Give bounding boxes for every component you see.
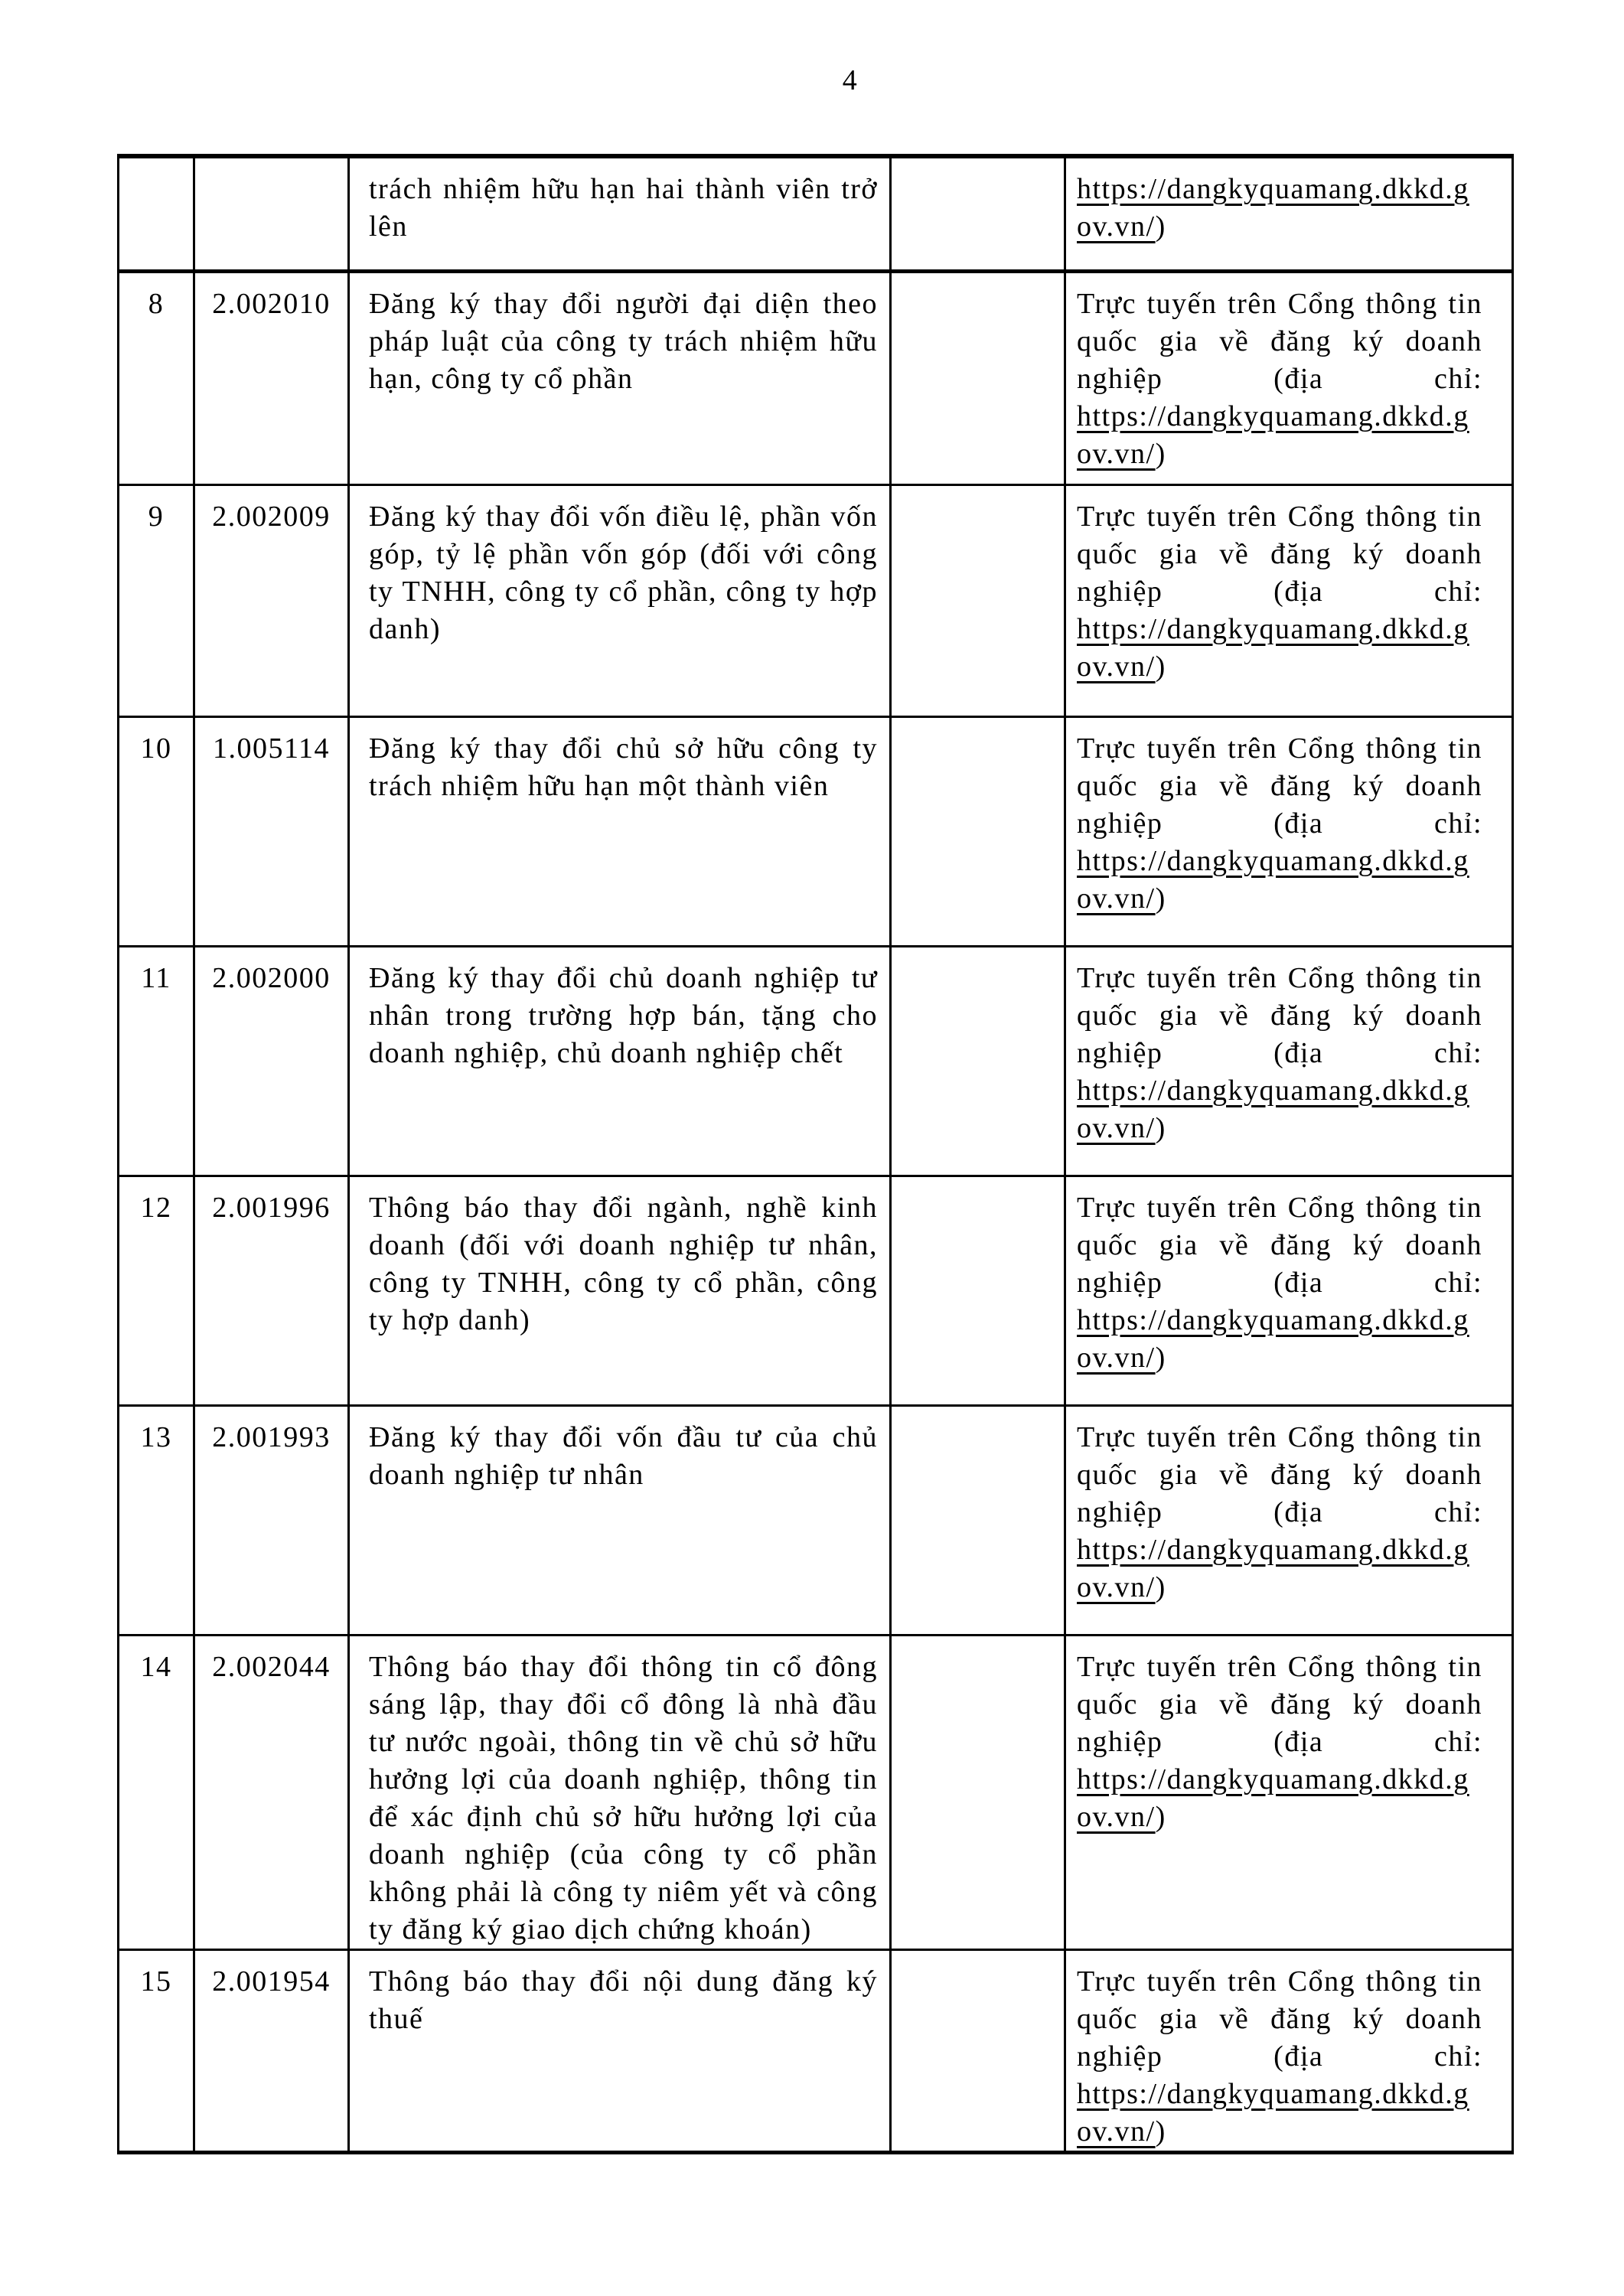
empty-cell [891, 1949, 1065, 2152]
submission-method-cell [1065, 484, 1513, 716]
procedure-name-cell: Đăng ký thay đổi vốn đầu tư của chủ doanh nghiệp tư nhân [349, 1405, 891, 1635]
empty-cell [891, 1635, 1065, 1949]
table-row [119, 1176, 1513, 1405]
submission-method-text: Trực tuyến trên Cổng thông tin quốc gia về đăng ký doanh nghiệp (địa chỉ: [1077, 732, 1482, 840]
submission-method-suffix: ) [1155, 2115, 1166, 2148]
submission-method-suffix: ) [1155, 1341, 1166, 1374]
table-row [119, 271, 1513, 484]
procedure-name-cell: Đăng ký thay đổi vốn điều lệ, phần vốn góp, tỷ lệ phần vốn góp (đối với công ty TNHH, công ty cổ phần, công ty hợp danh) [349, 484, 891, 716]
submission-method-cell [1065, 156, 1513, 271]
table-row [119, 1949, 1513, 2152]
submission-method-text: Trực tuyến trên Cổng thông tin quốc gia về đăng ký doanh nghiệp (địa chỉ: [1077, 1650, 1482, 1758]
submission-method-suffix: ) [1155, 1800, 1166, 1833]
submission-method-cell [1065, 271, 1513, 484]
empty-cell [891, 484, 1065, 716]
table-row [119, 946, 1513, 1176]
table-row [119, 1405, 1513, 1635]
empty-cell [891, 271, 1065, 484]
row-index-cell: 14 [119, 1635, 194, 1949]
submission-method-cell [1065, 946, 1513, 1176]
row-index-cell: 10 [119, 716, 194, 946]
submission-method-text: Trực tuyến trên Cổng thông tin quốc gia về đăng ký doanh nghiệp (địa chỉ: [1077, 1965, 1482, 2073]
empty-cell [891, 1405, 1065, 1635]
procedure-code-cell: 2.002010 [194, 271, 349, 484]
submission-method-text: Trực tuyến trên Cổng thông tin quốc gia về đăng ký doanh nghiệp (địa chỉ: [1077, 500, 1482, 608]
procedure-code-cell: 2.002009 [194, 484, 349, 716]
table-row [119, 484, 1513, 716]
procedure-name-cell: Đăng ký thay đổi chủ doanh nghiệp tư nhân trong trường hợp bán, tặng cho doanh nghiệp, chủ doanh nghiệp chết [349, 946, 891, 1176]
submission-method-suffix: ) [1155, 1570, 1166, 1603]
submission-method-text: Trực tuyến trên Cổng thông tin quốc gia về đăng ký doanh nghiệp (địa chỉ: [1077, 1420, 1482, 1528]
procedure-name-cell: Thông báo thay đổi ngành, nghề kinh doanh (đối với doanh nghiệp tư nhân, công ty TNHH, công ty cổ phần, công ty hợp danh) [349, 1176, 891, 1405]
procedure-name-cell: Thông báo thay đổi thông tin cổ đông sáng lập, thay đổi cổ đông là nhà đầu tư nước ngoài, thông tin về chủ sở hữu hưởng lợi của doanh nghiệp, thông tin để xác định chủ sở hữu hưởng lợi của doanh nghiệp (của công ty cổ phần không phải là công ty niêm yết và công ty đăng ký giao dịch chứng khoán) [349, 1635, 891, 1949]
empty-cell [891, 1176, 1065, 1405]
row-index-cell [119, 156, 194, 271]
empty-cell [891, 716, 1065, 946]
procedure-code-cell: 2.001996 [194, 1176, 349, 1405]
submission-method-cell [1065, 716, 1513, 946]
page-number: 4 [842, 64, 859, 96]
registration-portal-link[interactable]: https://dangkyquamang.dkkd.gov.vn/ [1077, 2077, 1469, 2148]
submission-method-suffix: ) [1155, 882, 1166, 915]
procedure-name-cell: trách nhiệm hữu hạn hai thành viên trở lên [349, 156, 891, 271]
submission-method-text: Trực tuyến trên Cổng thông tin quốc gia về đăng ký doanh nghiệp (địa chỉ: [1077, 1191, 1482, 1299]
procedure-code-cell: 2.002044 [194, 1635, 349, 1949]
submission-method-cell [1065, 1949, 1513, 2152]
row-index-cell: 12 [119, 1176, 194, 1405]
table-row [119, 156, 1513, 271]
procedure-code-cell [194, 156, 349, 271]
submission-method-suffix: ) [1155, 210, 1166, 243]
procedure-name-cell: Đăng ký thay đổi chủ sở hữu công ty trách nhiệm hữu hạn một thành viên [349, 716, 891, 946]
registration-portal-link[interactable]: https://dangkyquamang.dkkd.gov.vn/ [1077, 1303, 1469, 1374]
procedures-table-body [119, 156, 1513, 2152]
submission-method-cell [1065, 1635, 1513, 1949]
row-index-cell: 13 [119, 1405, 194, 1635]
submission-method-text: Trực tuyến trên Cổng thông tin quốc gia về đăng ký doanh nghiệp (địa chỉ: [1077, 287, 1482, 395]
submission-method-suffix: ) [1155, 1111, 1166, 1144]
procedure-code-cell: 1.005114 [194, 716, 349, 946]
table-row [119, 1635, 1513, 1949]
registration-portal-link[interactable]: https://dangkyquamang.dkkd.gov.vn/ [1077, 173, 1469, 243]
row-index-cell: 9 [119, 484, 194, 716]
registration-portal-link[interactable]: https://dangkyquamang.dkkd.gov.vn/ [1077, 1533, 1469, 1603]
procedure-code-cell: 2.001954 [194, 1949, 349, 2152]
procedure-code-cell: 2.001993 [194, 1405, 349, 1635]
submission-method-cell [1065, 1405, 1513, 1635]
table-row [119, 716, 1513, 946]
submission-method-text: Trực tuyến trên Cổng thông tin quốc gia về đăng ký doanh nghiệp (địa chỉ: [1077, 961, 1482, 1069]
registration-portal-link[interactable]: https://dangkyquamang.dkkd.gov.vn/ [1077, 612, 1469, 683]
procedure-code-cell: 2.002000 [194, 946, 349, 1176]
registration-portal-link[interactable]: https://dangkyquamang.dkkd.gov.vn/ [1077, 1074, 1469, 1144]
registration-portal-link[interactable]: https://dangkyquamang.dkkd.gov.vn/ [1077, 1763, 1469, 1833]
submission-method-cell [1065, 1176, 1513, 1405]
procedure-name-cell: Thông báo thay đổi nội dung đăng ký thuế [349, 1949, 891, 2152]
registration-portal-link[interactable]: https://dangkyquamang.dkkd.gov.vn/ [1077, 844, 1469, 915]
procedure-name-cell: Đăng ký thay đổi người đại diện theo pháp luật của công ty trách nhiệm hữu hạn, công ty cổ phần [349, 271, 891, 484]
submission-method-suffix: ) [1155, 437, 1166, 470]
row-index-cell: 15 [119, 1949, 194, 2152]
procedures-table [117, 154, 1514, 2154]
row-index-cell: 11 [119, 946, 194, 1176]
registration-portal-link[interactable]: https://dangkyquamang.dkkd.gov.vn/ [1077, 400, 1469, 470]
submission-method-suffix: ) [1155, 650, 1166, 683]
row-index-cell: 8 [119, 271, 194, 484]
empty-cell [891, 946, 1065, 1176]
empty-cell [891, 156, 1065, 271]
